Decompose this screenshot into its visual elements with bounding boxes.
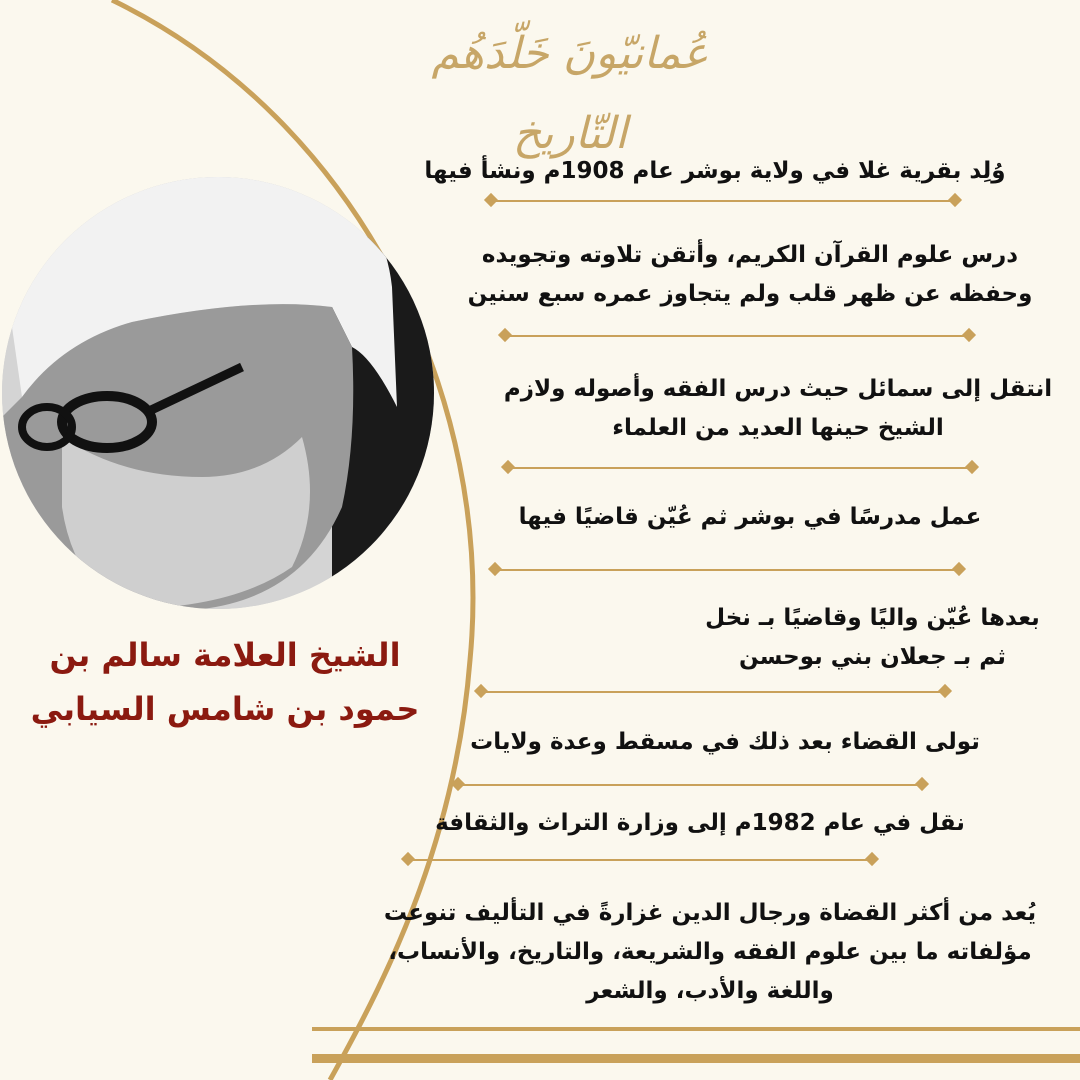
fact-7: نقل في عام 1982م إلى وزارة التراث والثقافة — [435, 810, 965, 836]
header-title: عُمانيّونَ خَلّدَهُم التّاريخ — [431, 28, 709, 159]
divider-6 — [455, 778, 925, 792]
fact-4: عمل مدرسًا في بوشر ثم عُيّن قاضيًا فيها — [518, 504, 982, 530]
bottom-gold-bar-top — [312, 1027, 1080, 1031]
divider-4 — [492, 563, 962, 577]
divider-5 — [478, 685, 948, 699]
portrait-photo — [2, 177, 434, 609]
fact-6: تولى القضاء بعد ذلك في مسقط وعدة ولايات — [470, 729, 980, 755]
fact-8: يُعد من أكثر القضاة ورجال الدين غزارةً في التأليف تنوعت مؤلفاته ما بين علوم الفقه والشريعة، والتاريخ، والأنساب، واللغة والأدب، والشعر — [383, 900, 1037, 1004]
divider-2 — [502, 329, 972, 343]
divider-3 — [505, 461, 975, 475]
divider-7 — [405, 853, 875, 867]
bottom-gold-bar-bottom — [312, 1054, 1080, 1063]
divider-1 — [488, 194, 958, 208]
portrait-name: الشيخ العلامة سالم بن حمود بن شامس السيابي — [30, 636, 420, 728]
fact-1: وُلِد بقرية غلا في ولاية بوشر عام 1908م ونشأ فيها — [424, 158, 1006, 184]
fact-5: بعدها عُيّن واليًا وقاضيًا بـ نخل ثم بـ جعلان بني بوحسن — [705, 605, 1040, 670]
fact-2: درس علوم القرآن الكريم، وأتقن تلاوته وتجويده وحفظه عن ظهر قلب ولم يتجاوز عمره سبع سنين — [467, 242, 1033, 307]
fact-3: انتقل إلى سمائل حيث درس الفقه وأصوله ولازم الشيخ حينها العديد من العلماء — [503, 376, 1053, 441]
portrait-illustration — [2, 177, 434, 609]
